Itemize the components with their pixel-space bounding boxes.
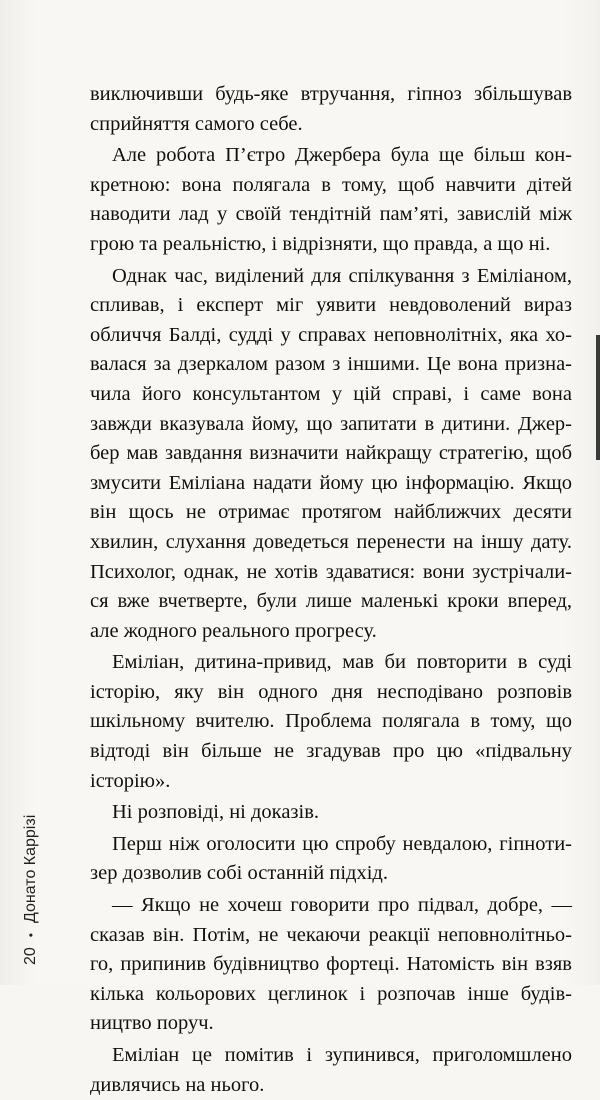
text-line: хвилин, слухання доведеться перенести на іншу дату.	[90, 530, 572, 553]
author-name: Донато Каррізі	[22, 814, 39, 923]
text-line: ся вже вчетверте, були лише маленькі кроки вперед,	[90, 590, 572, 613]
text-line: змусити Еміліана надати йому цю інформацію. Якщо	[90, 471, 572, 494]
text-line: завжди вказувала йому, що запитати в дитини. Джер-	[90, 412, 572, 435]
text-line: але жодного реального прогресу.	[90, 619, 377, 642]
page-number: 20	[22, 947, 39, 965]
text-line: валася за дзеркалом разом з іншими. Це вона призна-	[90, 353, 572, 376]
text-line: зер дозволив собі останній підхід.	[90, 862, 388, 885]
body-text	[90, 80, 572, 1100]
text-line: грою та реальністю, і відрізняти, що правда, а що ні.	[90, 232, 551, 255]
text-line: спливав, і експерт міг уявити невдоволений вираз	[90, 294, 572, 317]
text-line: кретною: вона полягала в тому, щоб навчити дітей	[90, 173, 572, 196]
text-line: го, припинив будівництво фортеці. Натомість він взяв	[90, 953, 572, 976]
text-line: Психолог, однак, не хотів здаватися: вони зустрічали-	[90, 560, 572, 583]
text-line: історію».	[90, 769, 171, 792]
text-line: він щось не отримає протягом найближчих десяти	[90, 501, 572, 524]
text-line: чила його консультантом у цій справі, і саме вона	[90, 382, 572, 405]
text-line: дивлячись на нього.	[90, 1073, 265, 1096]
running-footer	[22, 815, 40, 965]
text-line: сказав він. Потім, не чекаючи реакції неповнолітньо-	[90, 923, 572, 946]
text-line: відтоді він більше не згадував про цю «підвальну	[90, 740, 572, 763]
text-line: виключивши будь-яке втручання, гіпноз збільшував	[90, 83, 572, 105]
text-line: Але робота П’єтро Джербера була ще більш кон-	[112, 144, 572, 167]
text-line: Ні розповіді, ні доказів.	[112, 801, 320, 824]
text-line: Еміліан це помітив і зупинився, приголомшлено	[112, 1044, 572, 1066]
text-line: обличчя Балді, судді у справах неповнолітніх, яка хо-	[90, 323, 572, 346]
text-line: Перш ніж оголосити цю спробу невдалою, гіпноти-	[112, 832, 572, 855]
text-line: історію, яку він одного дня несподівано розповів	[90, 680, 572, 703]
footer-separator: •	[24, 933, 38, 938]
page-edge-mark	[596, 335, 600, 460]
text-line: ництво поруч.	[90, 1012, 214, 1035]
text-line: бер мав завдання визначити найкращу стратегію, щоб	[90, 442, 572, 465]
text-line: Однак час, виділений для спілкування з Еміліаном,	[112, 264, 572, 287]
text-line: кілька кольорових цеглинок і розпочав інше будів-	[90, 982, 572, 1005]
text-line: сприйняття самого себе.	[90, 112, 303, 135]
text-line: наводити лад у своїй тендітній пам’яті, завислій між	[90, 203, 572, 226]
text-line: шкільному вчителю. Проблема полягала в тому, що	[90, 710, 572, 733]
text-line: Еміліан, дитина-привид, мав би повторити в суді	[112, 651, 572, 674]
text-line: — Якщо не хочеш говорити про підвал, добре, —	[112, 894, 572, 917]
